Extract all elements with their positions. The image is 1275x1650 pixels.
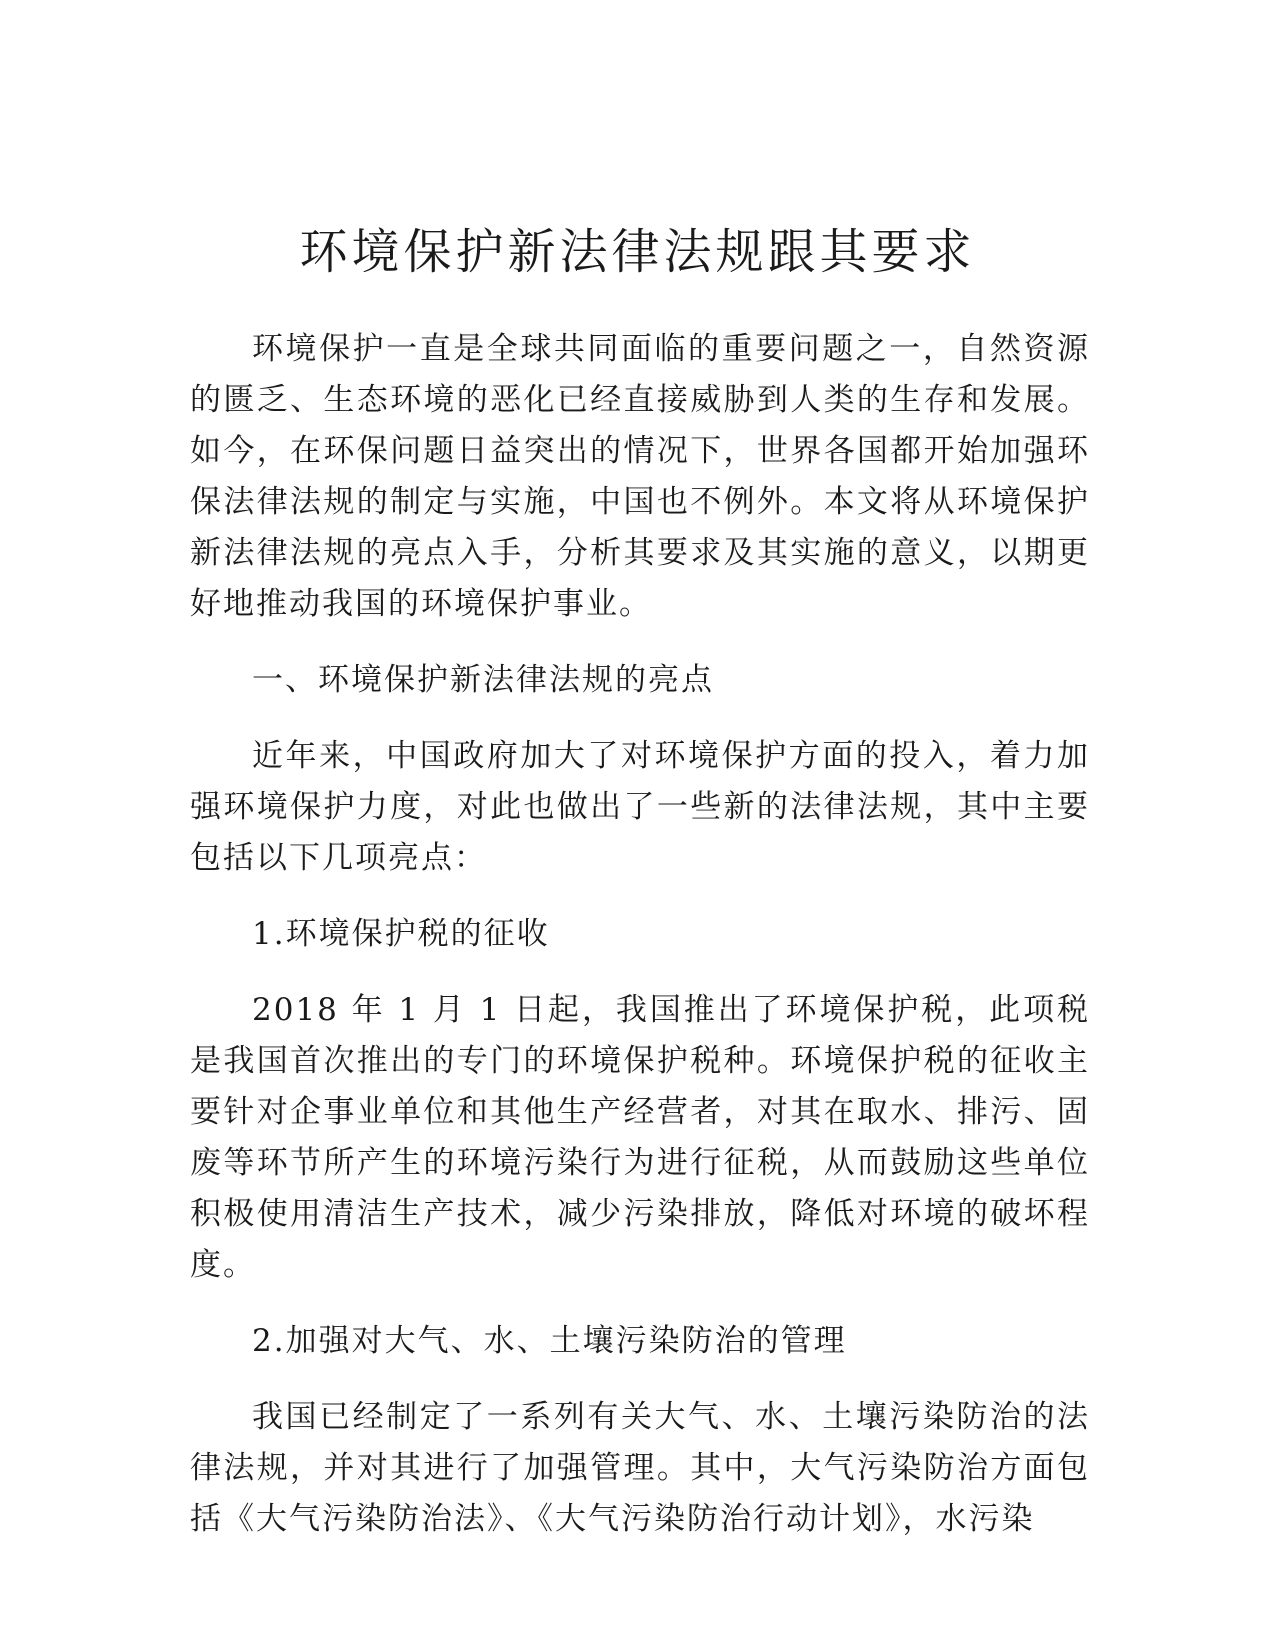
section-heading-1: 一、环境保护新法律法规的亮点 bbox=[252, 662, 714, 698]
subheading-tax: 1.环境保护税的征收 bbox=[252, 916, 550, 952]
subheading-pollution-control: 2.加强对大气、水、土壤污染防治的管理 bbox=[252, 1323, 847, 1359]
document-title: 环境保护新法律法规跟其要求 bbox=[299, 224, 976, 280]
paragraph-intro: 环境保护一直是全球共同面临的重要问题之一，自然资源的匮乏、生态环境的恶化已经直接威胁到人类的生存和发展。如今，在环保问题日益突出的情况下，世界各国都开始加强环保法律法规的制定与实施，中国也不例外。本文将从环境保护新法律法规的亮点入手，分析其要求及其实施的意义，以期更好地推动我国的环境保护事业。 bbox=[190, 331, 1090, 622]
paragraph-tax: 2018 年 1 月 1 日起，我国推出了环境保护税，此项税是我国首次推出的专门的环境保护税种。环境保护税的征收主要针对企事业单位和其他生产经营者，对其在取水、排污、固废等环节所产生的环境污染行为进行征税，从而鼓励这些单位积极使用清洁生产技术，减少污染排放，降低对环境的破坏程度。 bbox=[190, 992, 1090, 1283]
paragraph-highlights: 近年来，中国政府加大了对环境保护方面的投入，着力加强环境保护力度，对此也做出了一些新的法律法规，其中主要包括以下几项亮点： bbox=[190, 738, 1090, 876]
document-body bbox=[190, 324, 1090, 1570]
paragraph-pollution-control: 我国已经制定了一系列有关大气、水、土壤污染防治的法律法规，并对其进行了加强管理。其中，大气污染防治方面包括《大气污染防治法》、《大气污染防治行动计划》，水污染 bbox=[190, 1399, 1090, 1537]
